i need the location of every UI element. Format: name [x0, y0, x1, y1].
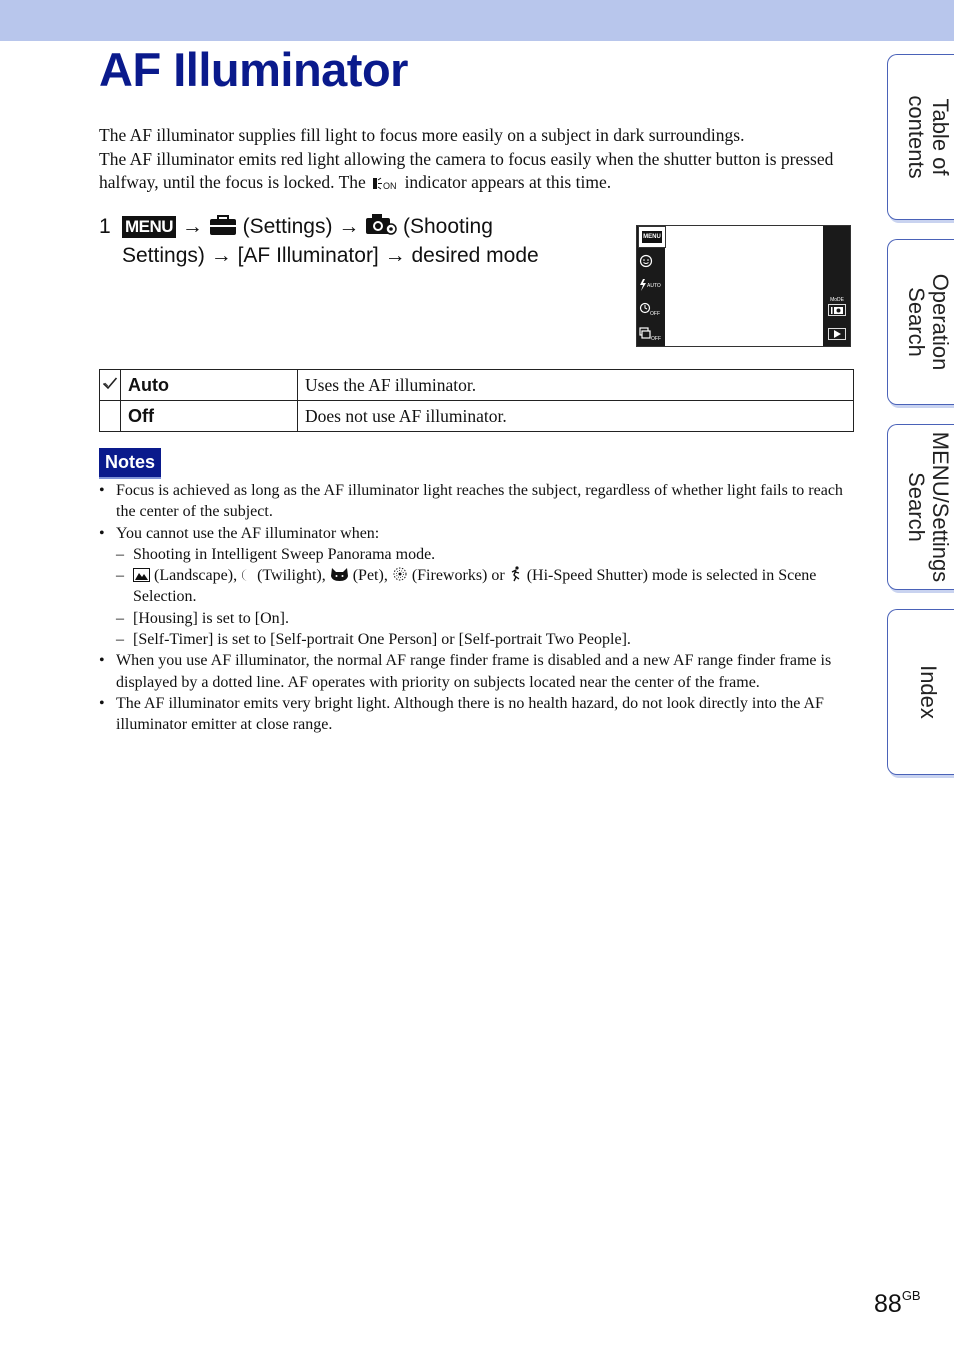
page-title: AF Illuminator — [99, 43, 408, 96]
note-subitem: – Shooting in Intelligent Sweep Panorama mode. — [116, 544, 851, 565]
note-subitem — [116, 565, 851, 608]
hi-speed-label: (Hi-Speed Shutter) mode is selected in Scene Selection. — [133, 567, 817, 606]
page-number — [874, 1288, 921, 1319]
svg-text:AUTO: AUTO — [647, 283, 661, 289]
table-row — [100, 370, 854, 401]
note-subitem: – [Self-Timer] is set to [Self-portrait One Person] or [Self-portrait Two People]. — [116, 629, 851, 650]
intro-line-2b: indicator appears at this time. — [400, 172, 612, 192]
option-description: Does not use AF illuminator. — [298, 401, 854, 432]
note-item: • When you use AF illuminator, the normal AF range finder frame is disabled and a new AF range finder frame is displayed by a dotted line. AF operates with priority on subjects located near the center of the frame. — [99, 650, 851, 693]
tab-label — [904, 432, 952, 582]
flash-auto-icon — [639, 279, 663, 291]
note-text: You cannot use the AF illuminator when: — [116, 524, 380, 542]
af-illuminator-label: [AF Illuminator] — [237, 244, 379, 267]
menu-icon: MENU — [122, 216, 176, 238]
table-row — [100, 401, 854, 432]
page-number-value: 88 — [874, 1290, 902, 1318]
tab-index[interactable] — [887, 609, 954, 775]
screen-mode-button — [828, 304, 846, 316]
tab-label — [904, 95, 952, 178]
arrow-2: → — [338, 215, 360, 238]
burst-off-icon — [639, 327, 663, 341]
landscape-label: (Landscape), — [154, 567, 238, 585]
camera-screen-illustration — [636, 225, 851, 347]
option-description: Uses the AF illuminator. — [298, 370, 854, 401]
settings-label: (Settings) — [242, 215, 333, 238]
intro-line-1: The AF illuminator supplies fill light to focus more easily on a subject in dark surroundings. — [99, 125, 745, 145]
landscape-icon — [133, 568, 150, 582]
shooting-label-a: (Shooting — [403, 215, 493, 238]
arrow-1: → — [181, 215, 203, 238]
twilight-icon — [241, 568, 253, 582]
pet-icon — [330, 567, 349, 582]
fireworks-label: (Fireworks) or — [411, 567, 505, 585]
option-name: Off — [121, 401, 298, 432]
intro-line-2a: The AF illuminator emits red light allowing the camera to focus easily when the shutter button is pressed halfway, until the focus is locked. The — [99, 148, 834, 192]
option-name: Auto — [121, 370, 298, 401]
tab-label: Index — [915, 665, 941, 719]
options-table — [99, 369, 854, 432]
self-timer-off-icon — [639, 302, 663, 316]
tab-label-line: Table of — [927, 98, 953, 176]
twilight-label: (Twilight), — [257, 567, 326, 585]
page-number-suffix: GB — [901, 1288, 921, 1303]
screen-mode-label: MoDE — [830, 297, 844, 303]
fireworks-icon — [392, 566, 408, 582]
tab-label-line: MENU/Settings — [927, 431, 953, 583]
tab-label-line: Search — [903, 472, 929, 542]
screen-playback-button — [828, 328, 846, 340]
tab-label-line: Operation — [927, 273, 953, 371]
notes-list — [99, 480, 851, 736]
tab-label — [904, 274, 952, 371]
screen-menu-button — [638, 226, 666, 248]
shooting-label-b: Settings) — [122, 244, 205, 267]
notes-badge: Notes — [99, 448, 161, 479]
step-1 — [99, 212, 609, 270]
top-band — [0, 0, 954, 41]
note-item: • The AF illuminator emits very bright light. Although there is no health hazard, do not look directly into the AF illuminator emitter at close range. — [99, 693, 851, 736]
hi-speed-shutter-icon — [509, 566, 523, 582]
tab-label-line: Search — [903, 287, 929, 357]
tab-menu-settings-search[interactable] — [887, 424, 954, 590]
checkmark-icon — [102, 376, 118, 390]
svg-text:OFF: OFF — [651, 336, 661, 341]
empty-check-cell — [100, 401, 121, 432]
checkmark-cell — [100, 370, 121, 401]
step-number: 1 — [99, 215, 111, 238]
arrow-4: → — [384, 244, 406, 267]
note-subitem: – [Housing] is set to [On]. — [116, 608, 851, 629]
camera-settings-icon — [365, 212, 397, 236]
play-icon — [829, 329, 845, 339]
smile-icon — [639, 254, 653, 268]
desired-mode-label: desired mode — [411, 244, 539, 267]
toolbox-settings-icon — [209, 214, 237, 236]
intelligent-auto-icon — [829, 305, 845, 315]
tab-label-line: contents — [903, 95, 929, 179]
svg-text:ON: ON — [383, 181, 397, 190]
tab-table-of-contents[interactable] — [887, 54, 954, 220]
tab-operation-search[interactable] — [887, 239, 954, 405]
note-item — [99, 523, 851, 651]
pet-label: (Pet), — [352, 567, 388, 585]
intro-paragraph — [99, 124, 854, 195]
svg-text:OFF: OFF — [650, 311, 660, 316]
note-item: • Focus is achieved as long as the AF illuminator light reaches the subject, regardless of whether light fails to reach the center of the subject. — [99, 480, 851, 523]
arrow-3: → — [210, 244, 232, 267]
af-illuminator-on-icon — [372, 177, 398, 190]
screen-menu-text: MENU — [642, 231, 662, 243]
